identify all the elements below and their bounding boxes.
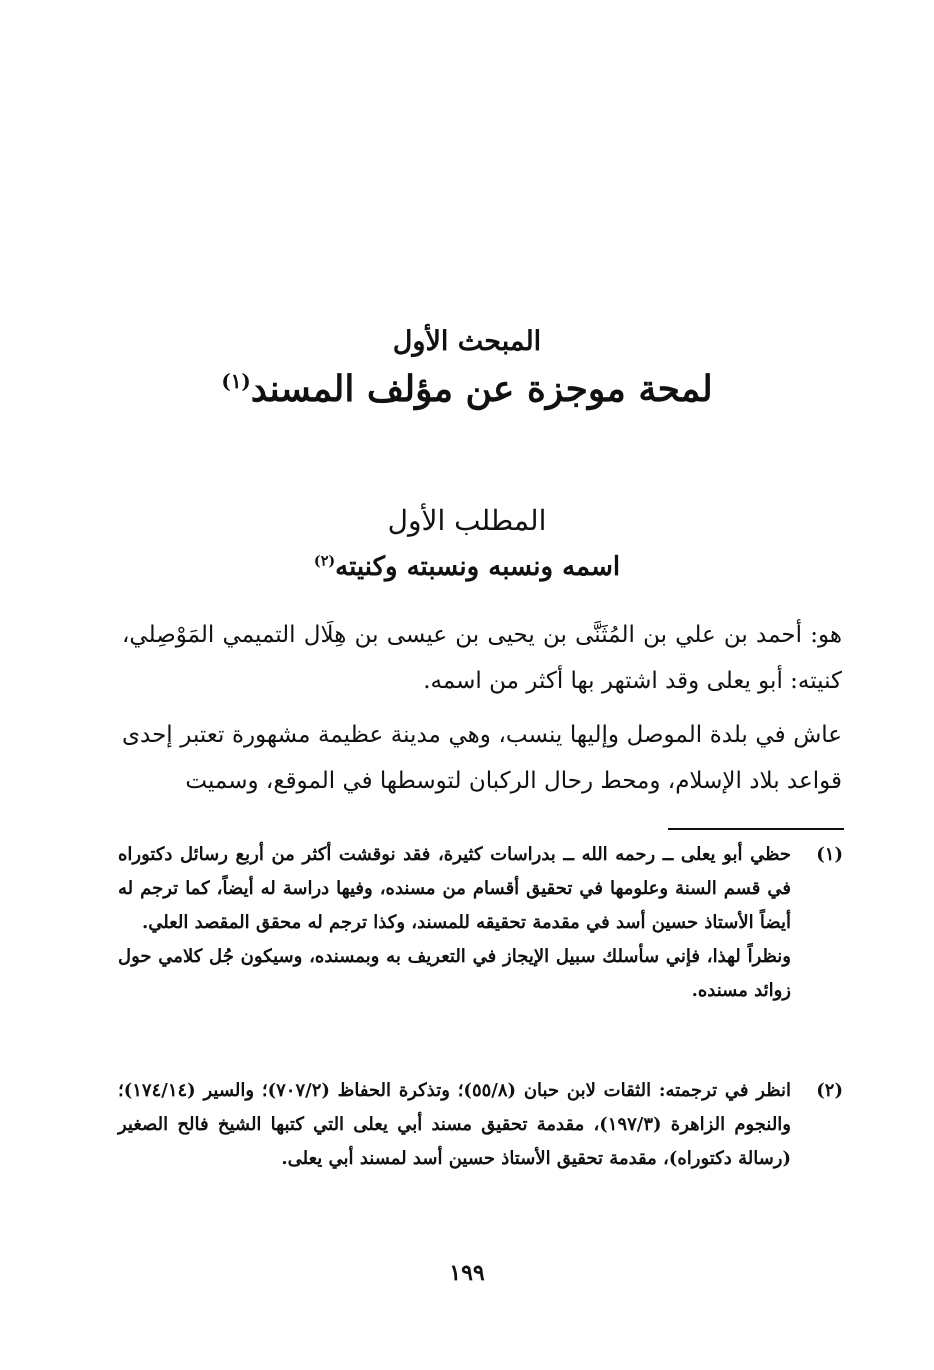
footnote-number: (١): [816, 844, 843, 865]
footnote-text-line: حظي أبو يعلى ــ رحمه الله ــ بدراسات كثيرة، فقد نوقشت أكثر من أربع رسائل دكتوراه في قسم السنة وعلومها في تحقيق أقسام من مسنده، وفيها دراسة له أيضاً، كما ترجم له أيضاً الأستاذ حسين أسد في مقدمة تحقيقه للمسند، وكذا ترجم له محقق المقصد العلي.: [118, 844, 791, 933]
chapter-title: [0, 368, 934, 410]
chapter-title-footnote-ref: (١): [221, 369, 251, 393]
section-title-footnote-ref: (٢): [313, 553, 336, 570]
section-title: [0, 552, 934, 582]
footnote: [118, 1074, 843, 1176]
footnote-text: [118, 838, 791, 1008]
chapter-title-text: لمحة موجزة عن مؤلف المسند: [250, 368, 713, 410]
footnote-text-line: ونظراً لهذا، فإني سأسلك سبيل الإيجاز في التعريف به وبمسنده، وسيكون جُل كلامي حول زوائد مسنده.: [118, 946, 791, 1001]
footnote-separator: [668, 828, 844, 830]
footnote-text: [118, 1074, 791, 1176]
footnote: [118, 838, 843, 1008]
section-title-text: اسمه ونسبه ونسبته وكنيته: [335, 552, 621, 582]
footnote-text-line: انظر في ترجمته: الثقات لابن حبان (٥٥/٨)؛ وتذكرة الحفاظ (٧٠٧/٢)؛ والسير (١٧٤/١٤)؛ والنجوم الزاهرة (١٩٧/٣)، مقدمة تحقيق مسند أبي يعلى التي كتبها الشيخ فالح الصغير (رسالة دكتوراه)، مقدمة تحقيق الأستاذ حسين أسد لمسند أبي يعلى.: [118, 1080, 792, 1169]
chapter-label: المبحث الأول: [392, 326, 542, 357]
page-number: ١٩٩: [449, 1260, 485, 1286]
body-paragraph: عاش في بلدة الموصل وإليها ينسب، وهي مدينة عظيمة مشهورة تعتبر إحدى قواعد بلاد الإسلام، ومحط رحال الركبان لتوسطها في الموقع، وسميت: [122, 722, 842, 794]
body-paragraph: هو: أحمد بن علي بن المُثَنَّى بن يحيى بن عيسى بن هِلَال التميمي المَوْصِلي، كنيته: أبو يعلى وقد اشتهر بها أكثر من اسمه.: [122, 622, 842, 694]
footnote-number: (٢): [816, 1080, 843, 1101]
section-label: المطلب الأول: [387, 504, 547, 537]
